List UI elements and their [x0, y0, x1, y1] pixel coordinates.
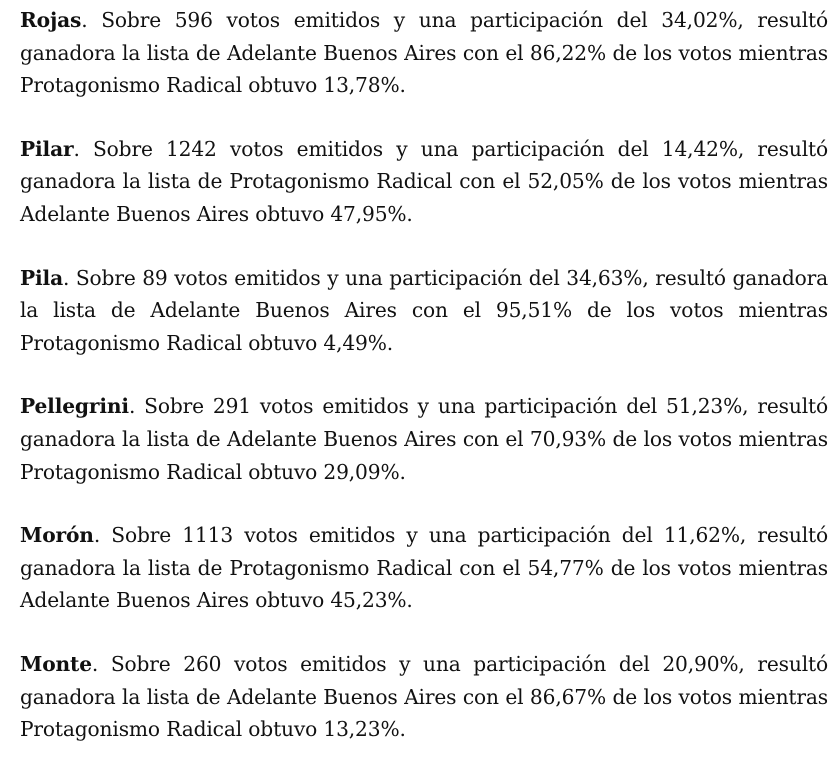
result-text: . Sobre 260 votos emitidos y una participación del 20,90%, resultó ganadora la lista de Adelante Buenos Aires con el 86,67% de los votos mientras Protagonismo Radical obtuvo 13,23%.	[20, 651, 828, 742]
place-name: Pila	[20, 265, 63, 290]
result-text: . Sobre 596 votos emitidos y una participación del 34,02%, resultó ganadora la lista de Adelante Buenos Aires con el 86,22% de los votos mientras Protagonismo Radical obtuvo 13,78%.	[20, 8, 828, 98]
result-paragraph-monte	[20, 648, 828, 746]
result-paragraph-pellegrini	[20, 390, 828, 488]
result-paragraph-moron	[20, 519, 828, 617]
place-name: Pilar	[20, 136, 74, 161]
place-name: Rojas	[20, 8, 82, 32]
result-text: . Sobre 89 votos emitidos y una participación del 34,63%, resultó ganadora la lista de Adelante Buenos Aires con el 95,51% de los votos mientras Protagonismo Radical obtuvo 4,49%.	[20, 265, 828, 355]
result-paragraph-pilar	[20, 133, 828, 231]
result-text: . Sobre 1113 votos emitidos y una participación del 11,62%, resultó ganadora la lista de Protagonismo Radical con el 54,77% de los votos mientras Adelante Buenos Aires obtuvo 45,23%.	[20, 523, 828, 613]
article-body	[20, 4, 828, 746]
result-paragraph-rojas	[20, 4, 828, 102]
place-name: Monte	[20, 651, 92, 676]
place-name: Pellegrini	[20, 394, 129, 419]
result-text: . Sobre 1242 votos emitidos y una participación del 14,42%, resultó ganadora la lista de Protagonismo Radical con el 52,05% de los votos mientras Adelante Buenos Aires obtuvo 47,95%.	[20, 136, 828, 226]
result-text: . Sobre 291 votos emitidos y una participación del 51,23%, resultó ganadora la lista de Adelante Buenos Aires con el 70,93% de los votos mientras Protagonismo Radical obtuvo 29,09%.	[20, 394, 828, 484]
place-name: Morón	[20, 523, 94, 548]
result-paragraph-pila	[20, 262, 828, 360]
